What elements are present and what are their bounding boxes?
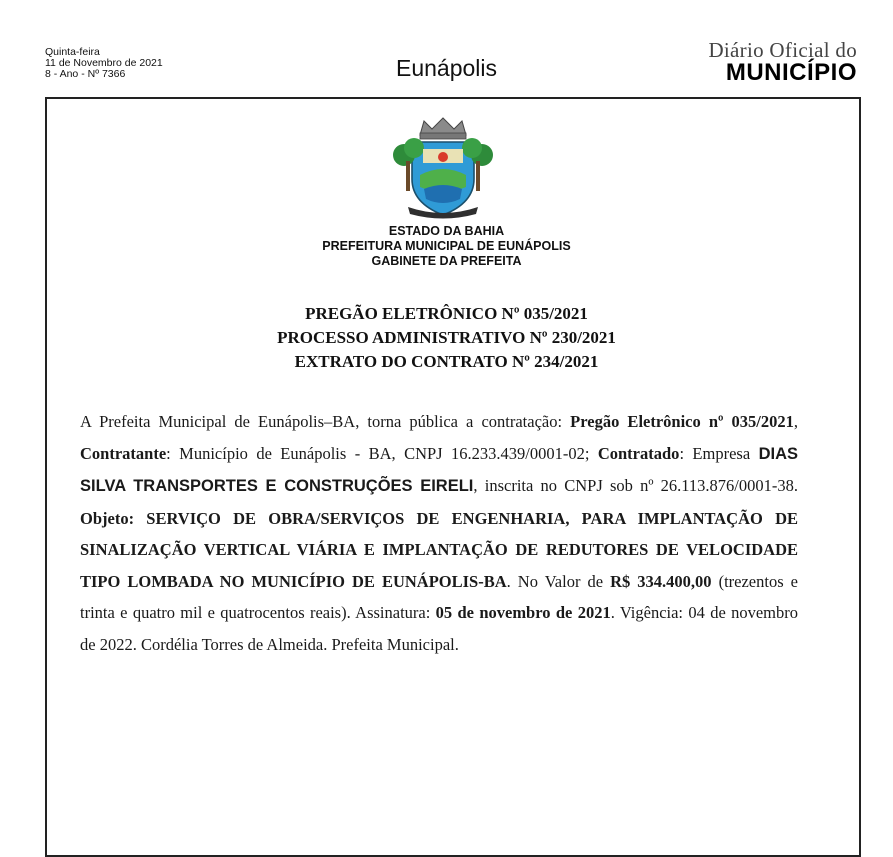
body-text: , inscrita no CNPJ sob nº 26.113.876/0001-38. (473, 476, 798, 495)
coat-of-arms-icon (390, 115, 496, 221)
edition-number: 8 - Ano - Nº 7366 (45, 68, 126, 80)
body-bold: Contratado (597, 443, 680, 463)
document-titles (0, 302, 893, 374)
title-process: PROCESSO ADMINISTRATIVO Nº 230/2021 (277, 328, 616, 347)
issue-date: 11 de Novembro de 2021 (45, 57, 163, 69)
title-bidding: PREGÃO ELETRÔNICO Nº 035/2021 (305, 304, 588, 323)
weekday: Quinta-feira (45, 46, 100, 58)
city-name: Eunápolis (395, 55, 498, 81)
contract-object: Objeto: SERVIÇO DE OBRA/SERVIÇOS DE ENGENHARIA, PARA IMPLANTAÇÃO DE SINALIZAÇÃO VERTICAL VIÁRIA E IMPLANTAÇÃO DE REDUTORES DE VELOCIDADE TIPO LOMBADA NO MUNICÍPIO DE EUNÁPOLIS-BA (80, 508, 798, 591)
title-contract: EXTRATO DO CONTRATO Nº 234/2021 (294, 352, 599, 371)
contract-extract-body (80, 406, 798, 660)
state-name: ESTADO DA BAHIA (388, 224, 505, 238)
municipality-name: PREFEITURA MUNICIPAL DE EUNÁPOLIS (322, 239, 571, 253)
body-text: : Empresa (679, 443, 759, 463)
signature-date: 05 de novembro de 2021 (435, 603, 611, 622)
body-text: : Município de Eunápolis - BA, CNPJ 16.233.439/0001-02; (166, 443, 598, 463)
body-bold: Contratante (80, 443, 167, 463)
government-heading (0, 224, 893, 269)
gazette-logo-top: Diário Oficial do (708, 38, 857, 62)
office-name: GABINETE DA PREFEITA (371, 254, 522, 268)
body-text: , (793, 412, 799, 431)
body-text: A Prefeita Municipal de Eunápolis–BA, torna pública a contratação: (80, 412, 571, 431)
body-text: . No Valor de (506, 571, 611, 591)
contract-value: R$ 334.400,00 (610, 571, 712, 591)
gazette-logo-bottom: MUNICÍPIO (725, 59, 857, 86)
contractor-name: DIAS SILVA TRANSPORTES E CONSTRUÇÕES EIRELI (80, 444, 798, 495)
gazette-logo (708, 40, 857, 85)
body-text: . Vigência: 04 de novembro de 2022. Cordélia Torres de Almeida. Prefeita Municipal. (80, 603, 799, 654)
body-bold: Pregão Eletrônico nº 035/2021 (570, 412, 794, 431)
body-text: (trezentos e trinta e quatro mil e quatrocentos reais). Assinatura: (80, 571, 798, 622)
